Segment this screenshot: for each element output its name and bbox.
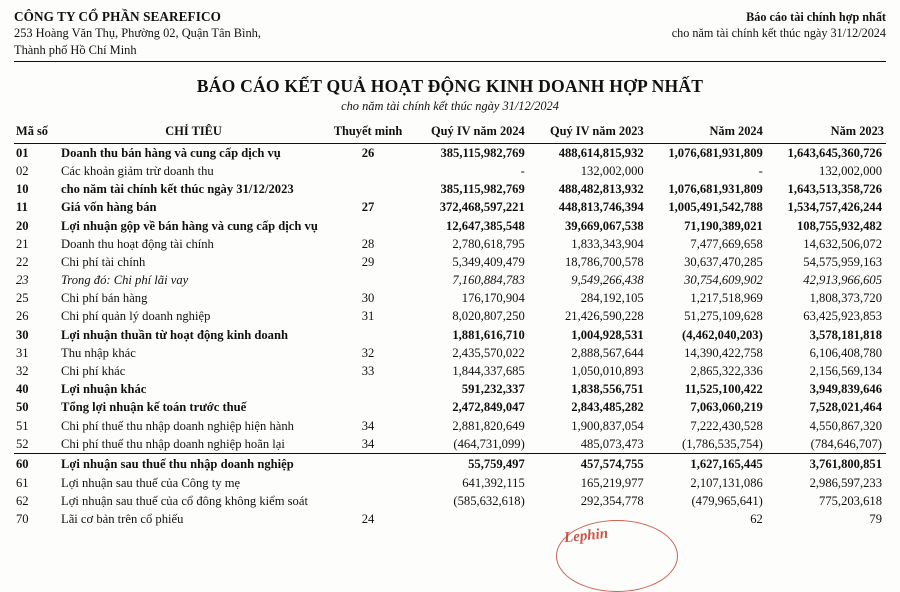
table-row: [14, 290, 886, 308]
row-q4-2023: 1,900,837,054: [571, 418, 644, 433]
row-q4-2023: 457,574,755: [527, 454, 646, 474]
row-q4-2023: 1,838,556,751: [571, 382, 644, 397]
row-note: 31: [361, 309, 375, 324]
row-q4-2023: 9,549,266,438: [571, 273, 644, 288]
row-item: Chi phí khác: [61, 364, 126, 379]
row-note: [328, 326, 408, 344]
row-year-2024: (1,786,535,754): [682, 436, 763, 451]
report-header-block: [672, 8, 886, 41]
table-row: [14, 253, 886, 271]
row-item: Lợi nhuận gộp về bán hàng và cung cấp dịch vụ: [61, 218, 318, 233]
report-title: Báo cáo tài chính hợp nhất: [746, 10, 886, 24]
page-title: BÁO CÁO KẾT QUẢ HOẠT ĐỘNG KINH DOANH HỢP NHẤT: [196, 76, 704, 97]
row-note: 26: [361, 145, 375, 160]
row-code: 26: [16, 309, 29, 324]
income-statement-table: [14, 122, 886, 528]
row-code: 30: [16, 327, 29, 342]
stamp-text: Lephin: [563, 525, 609, 547]
row-note: [328, 454, 408, 474]
row-item: Thu nhập khác: [61, 345, 136, 360]
row-year-2024: 1,217,518,969: [690, 291, 763, 306]
row-year-2023: 1,643,513,358,726: [787, 182, 882, 197]
row-q4-2023: 21,426,590,228: [564, 309, 644, 324]
row-note: 33: [361, 364, 375, 379]
row-q4-2024: 372,468,597,221: [439, 200, 525, 215]
row-year-2023: 775,203,618: [819, 493, 882, 508]
row-year-2023: 63,425,923,853: [803, 309, 882, 324]
row-note: [328, 181, 408, 199]
row-year-2024: 62: [750, 511, 763, 526]
row-code: 10: [16, 182, 29, 197]
row-year-2023: (784,646,707): [810, 436, 882, 451]
table-row: [14, 510, 886, 528]
stamp-arc-icon: [556, 520, 678, 592]
row-year-2024: 30,637,470,285: [684, 254, 763, 269]
row-year-2023: 2,986,597,233: [809, 475, 882, 490]
row-year-2023: 1,643,645,360,726: [787, 145, 882, 160]
row-code: 32: [16, 364, 29, 379]
table-row: [14, 492, 886, 510]
row-item: Chi phí tài chính: [61, 254, 146, 269]
row-year-2023: 54,575,959,163: [803, 254, 882, 269]
row-note: 24: [361, 511, 375, 526]
row-q4-2024: [408, 510, 527, 528]
row-year-2023: 79: [869, 511, 882, 526]
table-row: [14, 144, 886, 163]
row-q4-2023: 132,002,000: [580, 163, 644, 178]
row-code: 40: [16, 382, 29, 397]
row-item: Lãi cơ bản trên cổ phiếu: [61, 511, 184, 526]
table-row: [14, 162, 886, 180]
row-year-2024: 30,754,609,902: [684, 273, 763, 288]
row-q4-2023: 39,669,067,538: [564, 218, 644, 233]
row-note: [328, 162, 408, 180]
table-row: [14, 454, 886, 474]
row-item: Giá vốn hàng bán: [61, 200, 157, 215]
row-q4-2023: 1,004,928,531: [571, 327, 644, 342]
row-year-2023: 1,808,373,720: [809, 291, 882, 306]
row-q4-2023: 165,219,977: [580, 475, 644, 490]
row-note: 28: [361, 236, 375, 251]
row-q4-2024: 5,349,409,479: [452, 254, 525, 269]
row-q4-2024: 2,780,618,795: [452, 236, 525, 251]
table-header-row: [14, 122, 886, 144]
table-row: [14, 217, 886, 235]
row-q4-2024: 55,759,497: [408, 454, 527, 474]
row-code: 25: [16, 291, 29, 306]
column-header-year-2024: Năm 2024: [646, 122, 765, 144]
row-item: cho năm tài chính kết thúc ngày 31/12/2023: [61, 182, 294, 197]
row-item: Lợi nhuận sau thuế của Công ty mẹ: [61, 475, 241, 490]
row-year-2024: (479,965,641): [691, 493, 763, 508]
row-q4-2023: 18,786,700,578: [564, 254, 644, 269]
row-code: 20: [16, 218, 29, 233]
row-item: Doanh thu hoạt động tài chính: [61, 236, 214, 251]
row-q4-2024: 1,881,616,710: [452, 327, 525, 342]
row-code: 51: [16, 418, 29, 433]
row-code: 62: [16, 493, 29, 508]
row-q4-2024: 7,160,884,783: [452, 273, 525, 288]
document-header: [14, 8, 886, 62]
row-year-2023: 4,550,867,320: [809, 418, 882, 433]
row-q4-2024: 2,472,849,047: [452, 400, 525, 415]
table-row: [14, 181, 886, 199]
company-address-line-2: Thành phố Hồ Chí Minh: [14, 42, 137, 57]
column-header-note: Thuyết minh: [328, 122, 408, 144]
company-address-line-1: 253 Hoàng Văn Thụ, Phường 02, Quận Tân Bình,: [14, 26, 261, 41]
row-year-2023: 14,632,506,072: [803, 236, 882, 251]
column-header-year-2023: Năm 2023: [765, 122, 886, 144]
row-year-2023: 2,156,569,134: [809, 364, 882, 379]
row-q4-2024: 2,435,570,022: [452, 345, 525, 360]
column-header-item: CHỈ TIÊU: [59, 122, 328, 144]
row-q4-2024: (585,632,618): [453, 493, 525, 508]
row-q4-2023: 448,813,746,394: [558, 200, 644, 215]
row-item: Chi phí bán hàng: [61, 291, 148, 306]
row-q4-2024: 385,115,982,769: [440, 182, 525, 197]
row-year-2024: -: [758, 163, 763, 178]
row-item: Các khoản giảm trừ doanh thu: [61, 163, 214, 178]
row-item: Chi phí thuế thu nhập doanh nghiệp hoãn lại: [61, 436, 285, 451]
row-year-2023: 108,755,932,482: [796, 218, 882, 233]
row-note: 32: [361, 345, 375, 360]
row-code: 02: [16, 163, 29, 178]
row-note: 34: [361, 418, 375, 433]
row-q4-2023: 488,482,813,932: [558, 182, 644, 197]
page-subtitle: cho năm tài chính kết thúc ngày 31/12/2024: [341, 99, 559, 114]
row-year-2023: 1,534,757,426,244: [787, 200, 882, 215]
column-header-q4-2024: Quý IV năm 2024: [408, 122, 527, 144]
row-item: Chi phí quản lý doanh nghiệp: [61, 309, 211, 324]
row-year-2024: 7,477,669,658: [690, 236, 763, 251]
row-note: [328, 217, 408, 235]
row-year-2024: 2,865,322,336: [690, 364, 763, 379]
row-year-2023: 3,949,839,646: [809, 382, 882, 397]
row-q4-2024: 12,647,385,548: [446, 218, 525, 233]
row-year-2024: 1,076,681,931,809: [668, 182, 763, 197]
row-code: 31: [16, 345, 29, 360]
table-row: [14, 435, 886, 454]
row-year-2024: 11,525,100,422: [684, 382, 763, 397]
company-name: CÔNG TY CỔ PHẦN SEAREFICO: [14, 9, 221, 24]
table-row: [14, 417, 886, 435]
row-year-2023: 7,528,021,464: [809, 400, 882, 415]
row-code: 50: [16, 400, 29, 415]
table-row: [14, 326, 886, 344]
row-code: 22: [16, 254, 29, 269]
row-note: 34: [361, 436, 375, 451]
row-year-2024: 2,107,131,086: [690, 475, 763, 490]
row-note: 27: [361, 200, 375, 215]
row-code: 61: [16, 475, 29, 490]
row-year-2023: 42,913,966,605: [803, 273, 882, 288]
table-row: [14, 344, 886, 362]
table-row: [14, 474, 886, 492]
row-year-2023: 132,002,000: [819, 163, 882, 178]
table-row: [14, 381, 886, 399]
row-code: 70: [16, 511, 29, 526]
row-item: Chi phí thuế thu nhập doanh nghiệp hiện hành: [61, 418, 294, 433]
table-row: [14, 399, 886, 417]
table-row: [14, 235, 886, 253]
row-year-2024: 1,627,165,445: [646, 454, 765, 474]
row-q4-2023: 2,843,485,282: [571, 400, 644, 415]
row-code: 23: [16, 273, 29, 288]
table-row: [14, 362, 886, 380]
report-period: cho năm tài chính kết thúc ngày 31/12/2024: [671, 26, 886, 41]
row-item: Doanh thu bán hàng và cung cấp dịch vụ: [61, 145, 281, 160]
row-q4-2023: 292,354,778: [580, 493, 644, 508]
row-item: Lợi nhuận thuần từ hoạt động kinh doanh: [61, 327, 288, 342]
row-q4-2024: 2,881,820,649: [452, 418, 525, 433]
row-q4-2024: 641,392,115: [462, 475, 525, 490]
row-item: Lợi nhuận sau thuế của cổ đông không kiểm soát: [61, 493, 308, 508]
table-row: [14, 271, 886, 289]
row-code: 52: [16, 436, 29, 451]
row-q4-2024: 8,020,807,250: [452, 309, 525, 324]
row-code: 60: [14, 454, 59, 474]
row-q4-2023: 488,614,815,932: [558, 145, 644, 160]
row-note: [328, 492, 408, 510]
row-q4-2023: [527, 510, 646, 528]
row-q4-2023: 1,833,343,904: [571, 236, 644, 251]
row-year-2023: 3,761,800,851: [765, 454, 886, 474]
row-year-2023: 6,106,408,780: [809, 345, 882, 360]
table-row: [14, 199, 886, 217]
column-header-q4-2023: Quý IV năm 2023: [527, 122, 646, 144]
row-code: 21: [16, 236, 29, 251]
row-q4-2024: 176,170,904: [461, 291, 525, 306]
row-q4-2023: 485,073,473: [580, 436, 644, 451]
row-year-2023: 3,578,181,818: [809, 327, 882, 342]
row-q4-2024: 1,844,337,685: [452, 364, 525, 379]
row-year-2024: 1,005,491,542,788: [668, 200, 763, 215]
row-year-2024: 14,390,422,758: [684, 345, 763, 360]
row-q4-2024: 591,232,337: [461, 382, 525, 397]
row-year-2024: 7,063,060,219: [690, 400, 763, 415]
row-q4-2023: 284,192,105: [580, 291, 644, 306]
table-body: [14, 144, 886, 529]
row-q4-2024: (464,731,099): [453, 436, 525, 451]
row-note: [328, 399, 408, 417]
row-note: [328, 474, 408, 492]
row-q4-2024: -: [520, 163, 525, 178]
row-year-2024: 71,190,389,021: [684, 218, 763, 233]
row-year-2024: (4,462,040,203): [682, 327, 763, 342]
row-item: Trong đó: Chi phí lãi vay: [61, 273, 189, 288]
row-q4-2023: 1,050,010,893: [571, 364, 644, 379]
title-block: [14, 76, 886, 114]
row-year-2024: 51,275,109,628: [684, 309, 763, 324]
row-code: 11: [16, 200, 28, 215]
row-q4-2023: 2,888,567,644: [571, 345, 644, 360]
row-note: [328, 381, 408, 399]
row-year-2024: 7,222,430,528: [690, 418, 763, 433]
row-note: 29: [361, 254, 375, 269]
row-item: Tổng lợi nhuận kế toán trước thuế: [61, 400, 247, 415]
row-note: [328, 271, 408, 289]
company-block: [14, 8, 261, 58]
row-note: 30: [361, 291, 375, 306]
row-q4-2024: 385,115,982,769: [440, 145, 525, 160]
row-code: 01: [16, 145, 29, 160]
table-row: [14, 308, 886, 326]
row-item: Lợi nhuận khác: [61, 382, 147, 397]
row-year-2024: 1,076,681,931,809: [668, 145, 763, 160]
column-header-code: Mã số: [14, 122, 59, 144]
row-item: Lợi nhuận sau thuế thu nhập doanh nghiệp: [59, 454, 328, 474]
